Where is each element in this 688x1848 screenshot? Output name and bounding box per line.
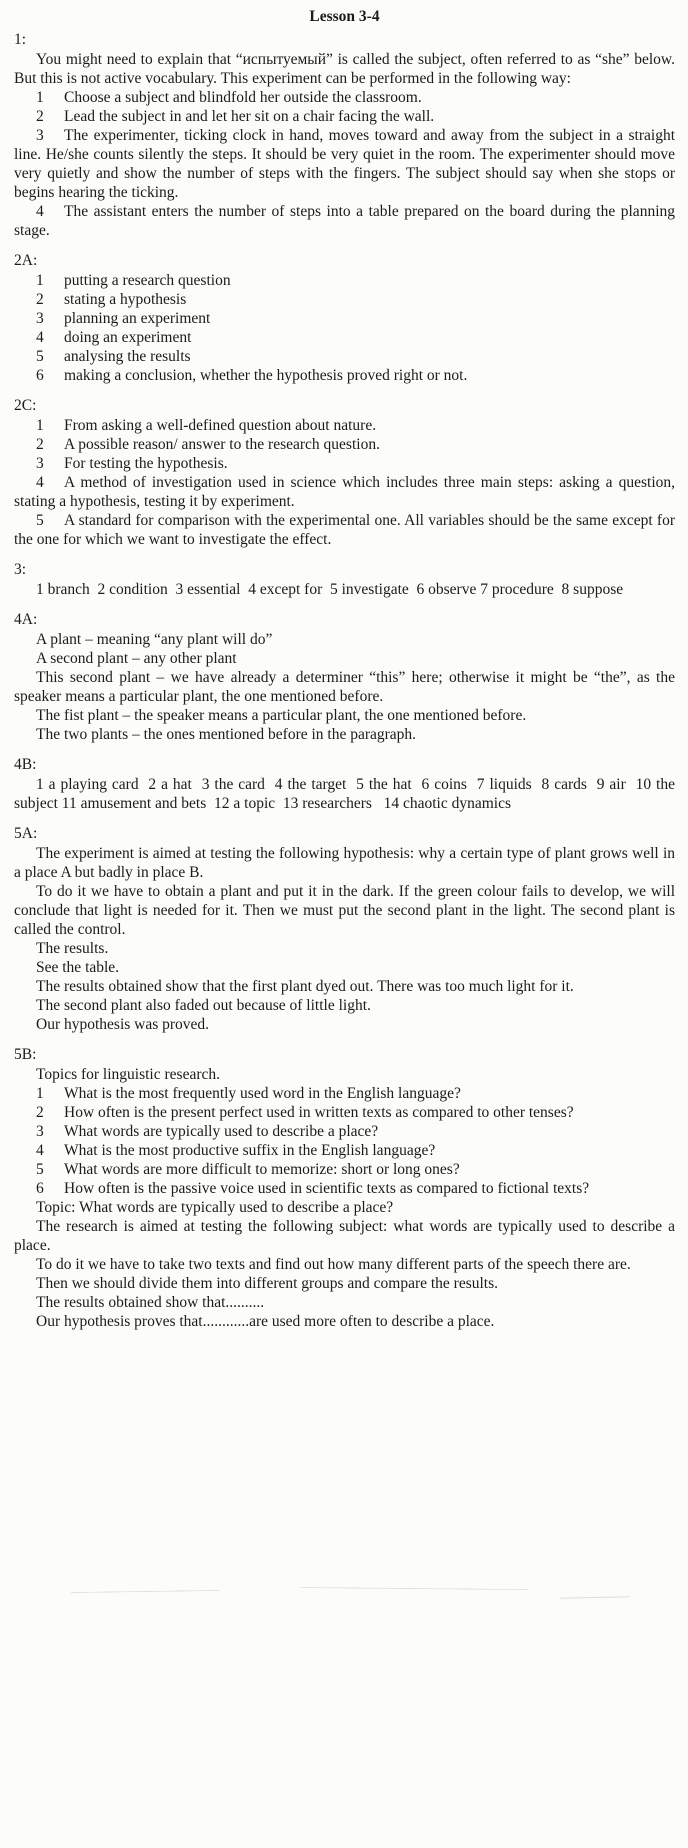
- item-number: 1: [36, 272, 44, 289]
- item-number: 2: [36, 291, 44, 308]
- list-item: [14, 473, 675, 511]
- section-4b: [14, 755, 679, 813]
- list-item: [14, 454, 675, 473]
- paragraph: [14, 958, 675, 977]
- paragraph: [14, 1312, 675, 1331]
- item-number: 2: [36, 436, 44, 453]
- item-text: Choose a subject and blindfold her outside the classroom.: [64, 89, 422, 106]
- list-item: [14, 309, 675, 328]
- paragraph: [14, 882, 675, 939]
- paragraph: [14, 1255, 675, 1274]
- item-text: doing an experiment: [64, 329, 192, 346]
- section-label: 3:: [14, 561, 27, 578]
- section-label: 2A:: [14, 252, 38, 269]
- list-item: [14, 1084, 675, 1103]
- list-item: [14, 1103, 675, 1122]
- paragraph: [14, 939, 675, 958]
- item-text: The experimenter, ticking clock in hand, moves toward and away from the subject in a straight line. He/she counts silently the steps. It should be very quiet in the room. The experimenter should move very quietly and show the number of steps with the fingers. The subject should say when she stops or begins hearing the ticking.: [14, 127, 675, 201]
- item-text: What is the most frequently used word in the English language?: [64, 1085, 461, 1102]
- list-item: [14, 366, 675, 385]
- paragraph-text: The results obtained show that the first plant dyed out. There was too much light for it.: [36, 978, 574, 995]
- list-item: [14, 328, 675, 347]
- item-text: A method of investigation used in science which includes three main steps: asking a question, stating a hypothesis, testing it by experiment.: [14, 474, 675, 510]
- section-1: [14, 30, 675, 240]
- list-item: [14, 1122, 675, 1141]
- section-2a: [14, 251, 675, 385]
- item-text: How often is the passive voice used in scientific texts as compared to fictional texts?: [64, 1180, 590, 1197]
- item-number: 6: [36, 367, 44, 384]
- paragraph-text: Then we should divide them into different groups and compare the results.: [36, 1275, 499, 1292]
- paragraph: [14, 1065, 675, 1084]
- page-title: Lesson 3-4: [309, 8, 380, 25]
- item-text: What words are typically used to describe a place?: [64, 1123, 379, 1140]
- item-number: 4: [36, 203, 44, 220]
- section-label: 4B:: [14, 756, 37, 773]
- paragraph-text: The results obtained show that..........: [36, 1294, 265, 1311]
- paragraph-text: This second plant – we have already a determiner “this” here; otherwise it might be “the”, as the speaker means a particular plant, the one mentioned before.: [14, 669, 675, 705]
- section-label: 5B:: [14, 1046, 37, 1063]
- paragraph-text: See the table.: [36, 959, 120, 976]
- section-label: 2C:: [14, 397, 37, 414]
- item-text: How often is the present perfect used in written texts as compared to other tenses?: [64, 1104, 574, 1121]
- item-text: From asking a well-defined question about nature.: [64, 417, 377, 434]
- item-number: 4: [36, 1142, 44, 1159]
- list-item: [14, 1141, 675, 1160]
- paragraph: [14, 668, 675, 706]
- paragraph-text: A second plant – any other plant: [36, 650, 237, 667]
- list-item: [14, 107, 675, 126]
- section-5b: [14, 1045, 675, 1331]
- paragraph: [14, 1015, 675, 1034]
- list-item: [14, 271, 675, 290]
- paragraph-text: Our hypothesis was proved.: [36, 1016, 210, 1033]
- scan-artifact: [300, 1587, 530, 1590]
- paragraph: [14, 649, 675, 668]
- item-text: Lead the subject in and let her sit on a chair facing the wall.: [64, 108, 435, 125]
- paragraph: [14, 977, 675, 996]
- item-text: putting a research question: [64, 272, 231, 289]
- item-number: 2: [36, 1104, 44, 1121]
- item-number: 4: [36, 329, 44, 346]
- paragraph-text: To do it we have to obtain a plant and put it in the dark. If the green colour fails to develop, we will conclude that light is needed for it. Then we must put the second plant in the light. The second plant is called the control.: [14, 883, 675, 938]
- list-item: [14, 290, 675, 309]
- item-text: analysing the results: [64, 348, 191, 365]
- paragraph-text: Topic: What words are typically used to describe a place?: [36, 1199, 394, 1216]
- paragraph-text: Our hypothesis proves that............are used more often to describe a place.: [36, 1313, 495, 1330]
- list-item: [14, 347, 675, 366]
- paragraph: [14, 996, 675, 1015]
- paragraph-text: To do it we have to take two texts and find out how many different parts of the speech there are.: [36, 1256, 631, 1273]
- item-number: 2: [36, 108, 44, 125]
- item-number: 5: [36, 348, 44, 365]
- item-number: 6: [36, 1180, 44, 1197]
- scan-artifact: [70, 1590, 220, 1593]
- section-label: 1:: [14, 31, 27, 48]
- item-number: 3: [36, 455, 44, 472]
- section-3: [14, 560, 675, 599]
- list-item: [14, 1179, 675, 1198]
- item-number: 5: [36, 1161, 44, 1178]
- paragraph: [14, 725, 675, 744]
- paragraph: [14, 706, 675, 725]
- section-label: 5A:: [14, 825, 38, 842]
- item-text: What words are more difficult to memorize: short or long ones?: [64, 1161, 460, 1178]
- paragraph: [14, 50, 675, 88]
- paragraph: [14, 844, 675, 882]
- paragraph: [14, 1274, 675, 1293]
- paragraph-text: A plant – meaning “any plant will do”: [36, 631, 273, 648]
- document-content: [14, 30, 679, 1331]
- paragraph-text: 1 a playing card 2 a hat 3 the card 4 the target 5 the hat 6 coins 7 liquids 8 cards 9 air 10 the subject 11 amusement and bets 12 a topic 13 researchers 14 chaotic dynamics: [14, 776, 679, 812]
- list-item: [14, 1160, 675, 1179]
- item-number: 1: [36, 89, 44, 106]
- item-text: The assistant enters the number of steps into a table prepared on the board during the planning stage.: [14, 203, 675, 239]
- paragraph: [14, 1293, 675, 1312]
- item-number: 1: [36, 417, 44, 434]
- item-number: 4: [36, 474, 44, 491]
- list-item: [14, 126, 675, 202]
- item-text: making a conclusion, whether the hypothesis proved right or not.: [64, 367, 468, 384]
- paragraph-text: The two plants – the ones mentioned before in the paragraph.: [36, 726, 417, 743]
- paragraph-text: The research is aimed at testing the following subject: what words are typically used to describe a place.: [14, 1218, 675, 1254]
- item-number: 1: [36, 1085, 44, 1102]
- item-text: stating a hypothesis: [64, 291, 187, 308]
- list-item: [14, 88, 675, 107]
- item-text: A possible reason/ answer to the research question.: [64, 436, 380, 453]
- item-number: 3: [36, 127, 44, 144]
- item-text: A standard for comparison with the experimental one. All variables should be the same except for the one for which we want to investigate the effect.: [14, 512, 675, 548]
- paragraph-text: The results.: [36, 940, 109, 957]
- list-item: [14, 435, 675, 454]
- list-item: [14, 416, 675, 435]
- paragraph: [14, 580, 675, 599]
- paragraph-text: The second plant also faded out because of little light.: [36, 997, 371, 1014]
- section-5a: [14, 824, 675, 1034]
- item-text: For testing the hypothesis.: [64, 455, 228, 472]
- item-number: 3: [36, 310, 44, 327]
- paragraph-text: 1 branch 2 condition 3 essential 4 except for 5 investigate 6 observe 7 procedure 8 suppose: [36, 581, 624, 598]
- scan-artifact: [560, 1596, 630, 1598]
- list-item: [14, 202, 675, 240]
- paragraph: [14, 775, 679, 813]
- section-4a: [14, 610, 675, 744]
- item-number: 3: [36, 1123, 44, 1140]
- paragraph: [14, 630, 675, 649]
- item-text: What is the most productive suffix in the English language?: [64, 1142, 436, 1159]
- paragraph-text: The experiment is aimed at testing the following hypothesis: why a certain type of plant grows well in a place A but badly in place B.: [14, 845, 675, 881]
- item-text: planning an experiment: [64, 310, 211, 327]
- section-2c: [14, 396, 675, 549]
- paragraph-text: Topics for linguistic research.: [36, 1066, 220, 1083]
- paragraph-text: The fist plant – the speaker means a particular plant, the one mentioned before.: [36, 707, 527, 724]
- paragraph: [14, 1198, 675, 1217]
- paragraph-text: You might need to explain that “испытуемый” is called the subject, often referred to as “she” below. But this is not active vocabulary. This experiment can be performed in the following way:: [14, 51, 675, 87]
- list-item: [14, 511, 675, 549]
- section-label: 4A:: [14, 611, 38, 628]
- paragraph: [14, 1217, 675, 1255]
- item-number: 5: [36, 512, 44, 529]
